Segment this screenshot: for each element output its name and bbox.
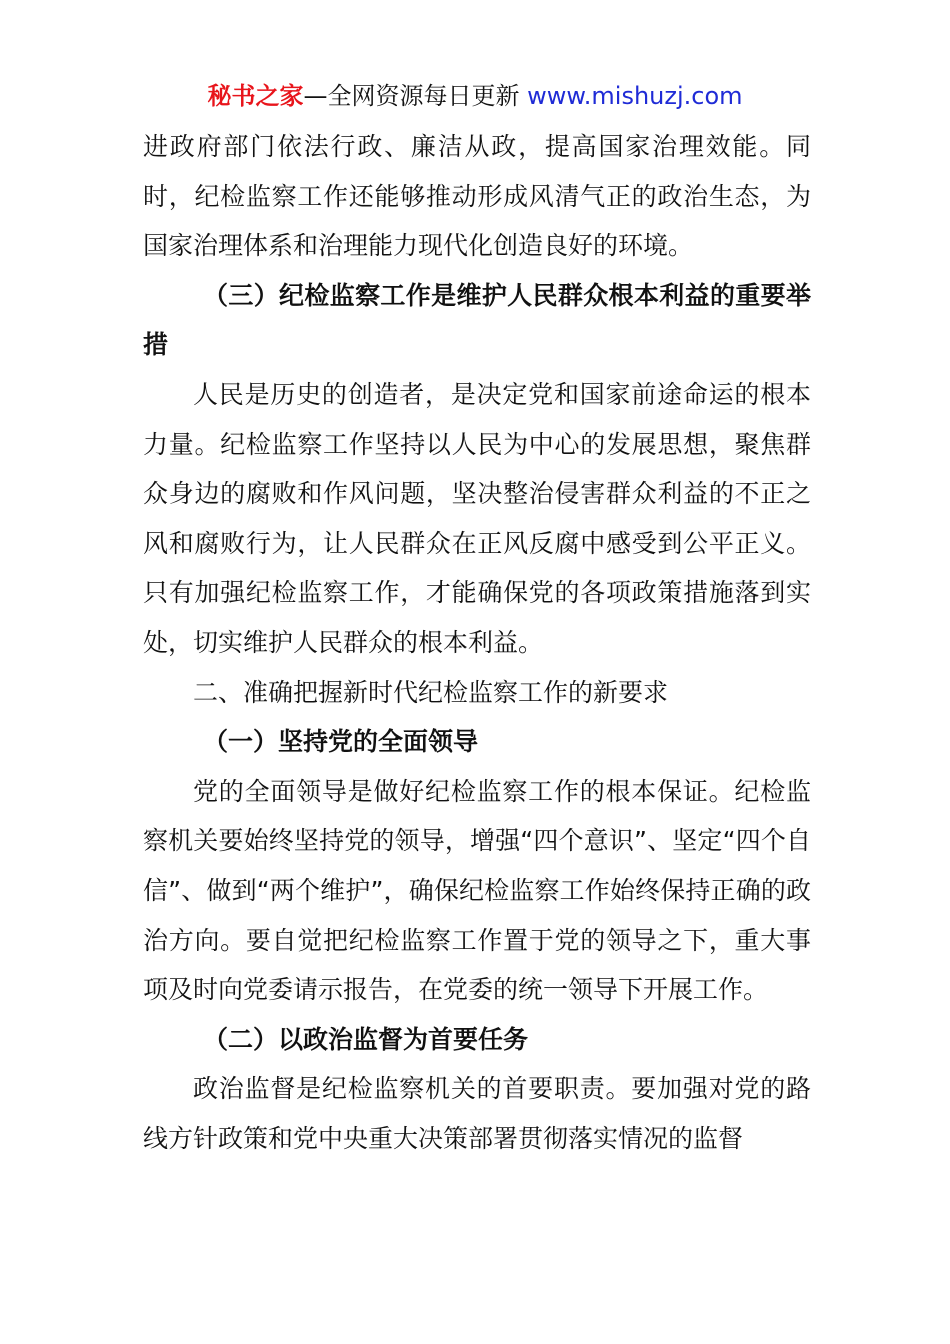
paragraph-people-interest: 人民是历史的创造者，是决定党和国家前途命运的根本力量。纪检监察工作坚持以人民为中心的发展思想，聚焦群众身边的腐败和作风问题，坚决整治侵害群众利益的不正之风和腐败行为，让人民群众在正风反腐中感受到公平正义。只有加强纪检监察工作，才能确保党的各项政策措施落到实处，切实维护人民群众的根本利益。	[143, 379, 811, 657]
site-url-link[interactable]: www.mishuzj.com	[527, 82, 743, 110]
subheading-three: （三）纪检监察工作是维护人民群众根本利益的重要举措	[143, 280, 811, 360]
site-tagline: —全网资源每日更新	[303, 82, 520, 110]
subheading-one: （一）坚持党的全面领导	[203, 727, 479, 757]
paragraph-continuation: 进政府部门依法行政、廉洁从政，提高国家治理效能。同时，纪检监察工作还能够推动形成风清气正的政治生态，为国家治理体系和治理能力现代化创造良好的环境。	[143, 132, 811, 261]
paragraph-party-leadership: 党的全面领导是做好纪检监察工作的根本保证。纪检监察机关要始终坚持党的领导，增强“四个意识”、坚定“四个自信”、做到“两个维护”，确保纪检监察工作始终保持正确的政治方向。要自觉把纪检监察工作置于党的领导之下，重大事项及时向党委请示报告，在党委的统一领导下开展工作。	[143, 776, 811, 1005]
subheading-two: （二）以政治监督为首要任务	[203, 1024, 529, 1054]
paragraph-political-supervision: 政治监督是纪检监察机关的首要职责。要加强对党的路线方针政策和党中央重大决策部署贯彻落实情况的监督	[143, 1074, 811, 1153]
site-header	[0, 78, 950, 114]
document-body	[143, 122, 811, 1163]
section-heading-two: 二、准确把握新时代纪检监察工作的新要求	[193, 677, 669, 707]
site-brand: 秘书之家	[207, 82, 304, 110]
